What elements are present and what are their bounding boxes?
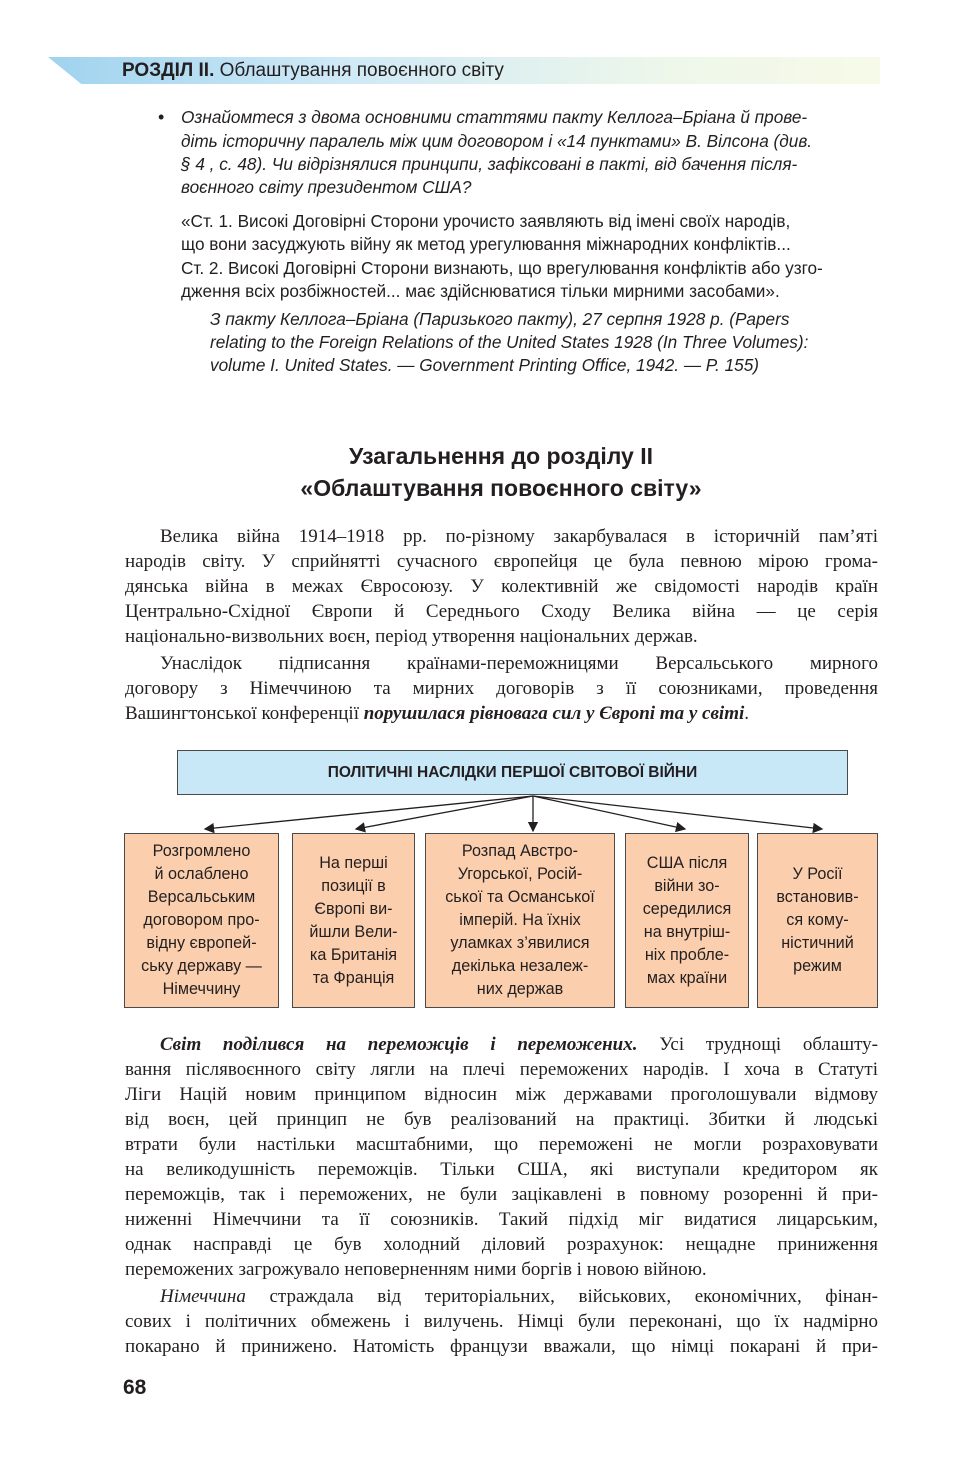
- task-line: діть історичну паралель між цим договором і «14 пунктами» В. Вілсона (див.: [181, 131, 813, 151]
- scheme-box-britain-france: На перші позиції в Європі ви- йшли Вели- ка Британія та Франція: [292, 833, 415, 1008]
- paragraph-line: [160, 1285, 878, 1310]
- paragraph-line: переможців, так і переможених, не були зацікавлені в повному розоренні й при-: [125, 1184, 878, 1205]
- scheme-arrows: [0, 795, 963, 835]
- emphasis-text: Німеччина: [160, 1286, 246, 1307]
- quote-line: дження всіх розбіжностей... має здійснюватися тільки мирними засобами».: [181, 281, 780, 301]
- paragraph-line: договору з Німеччиною та мирних договорів з її союзниками, проведення: [125, 678, 878, 699]
- scheme-box-usa: США після війни зо- середилися на внутріш- ніх пробле- мах країни: [625, 833, 749, 1008]
- task-line: воєнного світу президентом США?: [181, 177, 472, 197]
- paragraph-line: втрати були настільки масштабними, що переможені не могли розраховувати: [125, 1134, 878, 1155]
- scheme-title: ПОЛІТИЧНІ НАСЛІДКИ ПЕРШОЇ СВІТОВОЇ ВІЙНИ: [177, 750, 848, 795]
- task-bullet: •: [158, 107, 165, 127]
- quote-line: що вони засуджують війну як метод урегулювання міжнародних конфліктів...: [181, 234, 791, 254]
- paragraph-line: Ліги Націй новим принципом відносин між державами проголошували відмову: [125, 1084, 878, 1105]
- quote-line: «Ст. 1. Високі Договірні Сторони урочисто заявляють від імені своїх народів,: [181, 211, 791, 231]
- task-line: Ознайомтеся з двома основними статтями пакту Келлога–Бріана й прове-: [181, 107, 808, 127]
- scheme-box-empires-collapse: Розпад Австро- Угорської, Росій- ської та Османської імперій. На їхніх уламках з’явилися декілька незалеж- них держав: [425, 833, 615, 1008]
- emphasis-text: порушилася рівновага сил у Європі та у світі: [363, 703, 745, 724]
- paragraph-text: .: [744, 703, 750, 724]
- scheme-box-russia: У Росії встановив- ся кому- ністичний режим: [757, 833, 878, 1008]
- paragraph-line: однак насправді це був холодний діловий розрахунок: нещадне приниження: [125, 1234, 878, 1255]
- summary-subtitle: «Облаштування повоєнного світу»: [300, 475, 702, 501]
- paragraph-line: на великодушність переможців. Тільки США, які виступали кредитором як: [125, 1159, 878, 1180]
- paragraph-text: страждала від територіальних, військових, економічних, фінан-: [245, 1286, 878, 1307]
- section-title: Облаштування повоєнного світу: [214, 60, 504, 81]
- task-line: § 4 , с. 48). Чи відрізнялися принципи, зафіксовані в пакті, від бачення після-: [181, 154, 798, 174]
- paragraph-line: Унаслідок підписання країнами-переможницями Версальського мирного: [160, 653, 878, 674]
- paragraph-text: Усі труднощі облашту-: [637, 1034, 878, 1055]
- paragraph-line: переможених загрожувало неповерненням ними боргів і новою війною.: [125, 1259, 707, 1280]
- quote-source-line: З пакту Келлога–Бріана (Паризького пакту), 27 серпня 1928 р. (Papers: [210, 309, 790, 329]
- quote-source-line: relating to the Foreign Relations of the United States 1928 (In Three Volumes):: [210, 332, 809, 352]
- emphasis-text: Світ поділився на переможців і переможених.: [160, 1034, 638, 1055]
- paragraph-line: покарано й принижено. Натомість французи вважали, що німці покарані й при-: [125, 1336, 878, 1357]
- quote-source-line: volume I. United States. — Government Printing Office, 1942. — P. 155): [210, 355, 759, 375]
- paragraph-line: Велика війна 1914–1918 рр. по-різному закарбувалася в історичній пам’яті: [160, 526, 878, 547]
- section-number: РОЗДІЛ ІІ.: [122, 60, 215, 81]
- paragraph-line: вання післявоєнного світу лягли на плечі переможених народів. І хоча в Статуті: [125, 1059, 878, 1080]
- quote-line: Ст. 2. Високі Договірні Сторони визнають, що врегулювання конфліктів або узго-: [181, 258, 823, 278]
- paragraph-line: народів світу. У сприйнятті сучасного європейця це була певною мірою грома-: [125, 551, 878, 572]
- summary-title: Узагальнення до розділу ІІ: [348, 443, 653, 469]
- arrow-5: [533, 796, 822, 829]
- paragraph-text: Вашингтонської конференції: [125, 703, 364, 724]
- paragraph-line: від воєн, цей принцип не був реалізований на практиці. Збитки й людські: [125, 1109, 878, 1130]
- paragraph-line: ниженні Німеччини та її союзників. Такий підхід міг видатися лицарським,: [125, 1209, 878, 1230]
- page-number: 68: [123, 1376, 147, 1399]
- paragraph-line: сових і політичних обмежень і вилучень. Німці були переконані, що їх надмірно: [125, 1311, 878, 1332]
- paragraph-line: [125, 702, 878, 727]
- paragraph-line: дянська війна в межах Євросоюзу. У колективній же свідомості народів країн: [125, 576, 878, 597]
- section-header: [122, 59, 504, 83]
- arrow-1: [205, 796, 533, 829]
- arrow-4: [533, 796, 685, 829]
- paragraph-line: Центрально-Східної Європи й Середнього Сходу Велика війна — це серія: [125, 601, 878, 622]
- scheme-box-germany: Розгромлено й ослаблено Версальським договором про- відну європей- ську державу — Німеччину: [124, 833, 279, 1008]
- paragraph-line: [160, 1033, 878, 1058]
- paragraph-line: національно-визвольних воєн, період утворення національних держав.: [125, 626, 698, 647]
- arrow-2: [356, 796, 533, 829]
